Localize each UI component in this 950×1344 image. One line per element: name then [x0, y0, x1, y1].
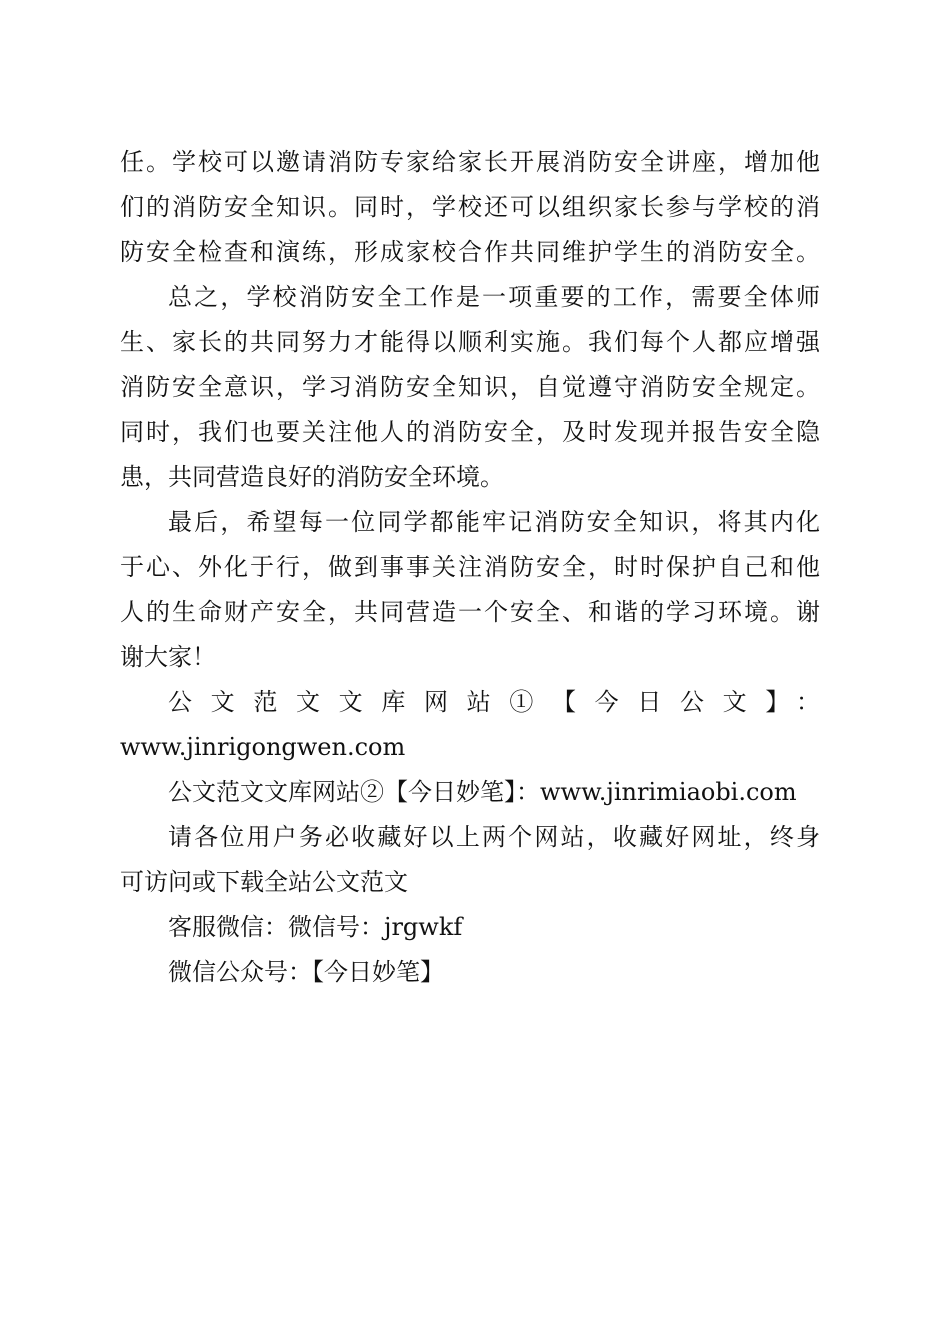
site-2-line: 公文范文文库网站②【今日妙笔】：www.jinrimiaobi.com	[168, 778, 797, 806]
paragraph-2-line-2: 生、家长的共同努力才能得以顺利实施。我们每个人都应增强	[120, 328, 820, 356]
paragraph-1-line-1: 任。学校可以邀请消防专家给家长开展消防安全讲座，增加他	[120, 148, 820, 176]
paragraph-2-line-4: 同时，我们也要关注他人的消防安全，及时发现并报告安全隐	[120, 418, 820, 446]
paragraph-3-line-4: 谢大家！	[120, 643, 216, 671]
paragraph-1-line-2: 们的消防安全知识。同时，学校还可以组织家长参与学校的消	[120, 193, 820, 221]
notice-line-1: 请各位用户务必收藏好以上两个网站，收藏好网址，终身	[168, 823, 820, 851]
paragraph-2-line-3: 消防安全意识，学习消防安全知识，自觉遵守消防安全规定。	[120, 373, 820, 401]
paragraph-1-line-3: 防安全检查和演练，形成家校合作共同维护学生的消防安全。	[120, 238, 820, 266]
paragraph-2-line-5: 患，共同营造良好的消防安全环境。	[120, 463, 504, 491]
paragraph-3-line-3: 人的生命财产安全，共同营造一个安全、和谐的学习环境。谢	[120, 598, 820, 626]
official-account: 微信公众号：【今日妙笔】	[168, 958, 444, 986]
notice-line-2: 可访问或下载全站公文范文	[120, 868, 408, 896]
paragraph-3-line-1: 最后，希望每一位同学都能牢记消防安全知识，将其内化	[168, 508, 820, 536]
site-1-url: www.jinrigongwen.com	[120, 733, 406, 761]
customer-service-wechat: 客服微信：微信号：jrgwkf	[168, 913, 463, 941]
document-page	[120, 140, 820, 995]
paragraph-2-line-1: 总之，学校消防安全工作是一项重要的工作，需要全体师	[168, 283, 820, 311]
paragraph-3-line-2: 于心、外化于行，做到事事关注消防安全，时时保护自己和他	[120, 553, 820, 581]
site-1-title: 公文范文文库网站①【今日公文】：	[168, 688, 820, 716]
